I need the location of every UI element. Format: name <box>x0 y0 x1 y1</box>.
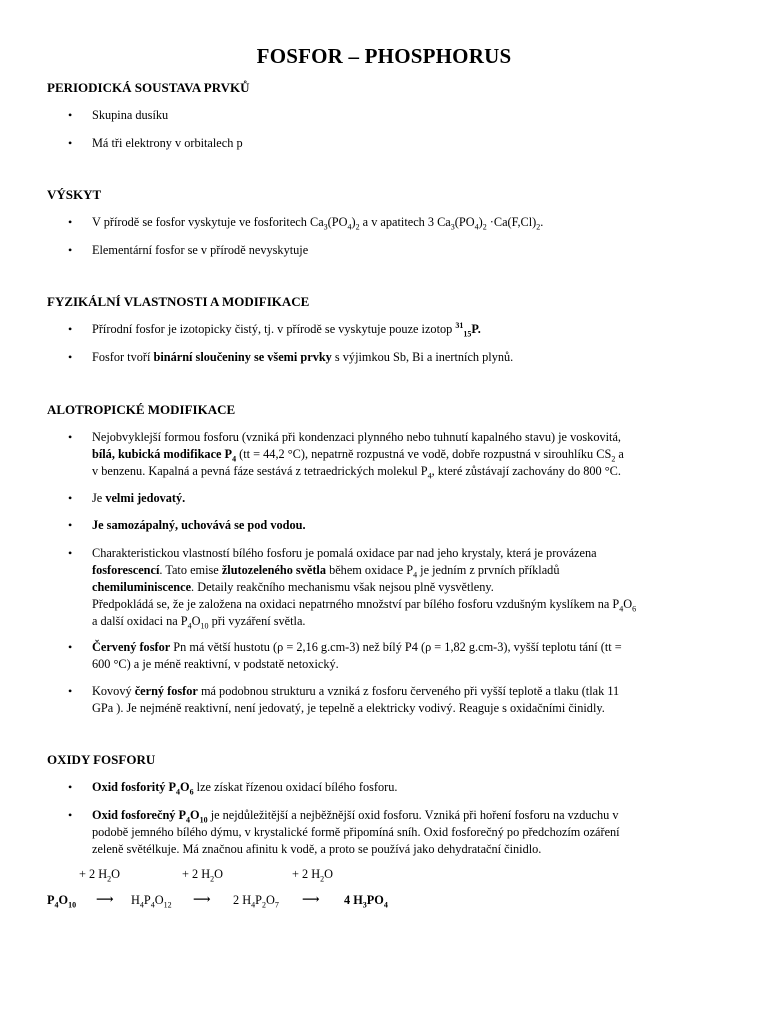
bullet-icon: • <box>68 491 73 505</box>
bullet-icon: • <box>68 518 73 532</box>
formula-p4o10: $P_4O_{10}$ <box>47 893 77 910</box>
formula-h4p2o7: 2 $H_4P_2O_7$ <box>233 893 279 910</box>
bullet-icon: • <box>68 640 73 654</box>
bullet-icon: • <box>68 322 73 336</box>
bullet-icon: • <box>68 546 73 560</box>
list-item: Je samozápalný, uchovává se pod vodou. <box>92 518 306 532</box>
bullet-icon: • <box>68 215 73 229</box>
bullet-icon: • <box>68 136 73 150</box>
list-item: Skupina dusíku <box>92 108 169 122</box>
list-item: Je velmi jedovatý. <box>92 491 186 505</box>
document-title: FOSFOR – PHOSPHORUS <box>256 44 512 68</box>
list-item: Oxid fosforitý $P_4O_6$ lze získat řízenou oxidací bílého fosforu. <box>92 780 398 797</box>
section-heading-physical: FYZIKÁLNÍ VLASTNOSTI A MODIFIKACE <box>47 294 310 309</box>
reaction-arrow-icon: ⟶ <box>302 892 320 906</box>
bullet-icon: • <box>68 243 73 257</box>
list-item: Kovový černý fosfor má podobnou strukturu a vzniká z fosforu červeného při vyšší teplotě a tlaku (tlak 11 GPa ). Je nejméně reaktivní, není jedovatý, je tepelně a elektricky vodivý. Reaguje s oxidačními činidly. <box>92 684 620 715</box>
formula-h3po4: 4 $H_3PO_4$ <box>344 893 388 910</box>
section-heading-allotropes: ALOTROPICKÉ MODIFIKACE <box>47 402 236 417</box>
formula-h4p4o12: $H_4P_4O_{12}$ <box>131 893 172 910</box>
reagent-water: + 2 $H_2O$ <box>182 867 224 884</box>
list-item: Přírodní fosfor je izotopicky čistý, tj. v přírodě se vyskytuje pouze izotop $^{31}_{15}$P. <box>92 320 481 339</box>
list-item: Oxid fosforečný $P_4O_{10}$ je nejdůležitější a nejběžnější oxid fosforu. Vzniká při hoření fosforu na vzduchu v podobě jemného bílého dýmu, v krystalické formě připomíná sníh. Oxid fosforečný po předchozím ozáření zeleně světélkuje. Má značnou afinitu k vodě, a proto se používá jako dehydratační činidlo. <box>92 808 620 856</box>
bullet-icon: • <box>68 430 73 444</box>
section-heading-oxides: OXIDY FOSFORU <box>47 752 156 767</box>
reagent-water: + 2 $H_2O$ <box>79 867 121 884</box>
list-item: V přírodě se fosfor vyskytuje ve fosforitech $Ca_3(PO_4)_2$ a v apatitech 3 $Ca_3(PO_4)_2 \cdot Ca(F,Cl)_2$. <box>92 215 544 232</box>
list-item: Má tři elektrony v orbitalech p <box>92 136 243 150</box>
list-item: Nejobvyklejší formou fosforu (vzniká při kondenzaci plynného nebo tuhnutí kapalného stavu) je voskovitá, bílá, kubická modifikace $P_4$ (tt = 44,2 °C), nepatrně rozpustná ve vodě, dobře rozpustná v sirouhlíku $CS_2$ a v benzenu. Kapalná a pevná fáze sestává z tetraedrických molekul $P_4$, které zůstávají zachovány do 800 °C. <box>92 430 624 481</box>
bullet-icon: • <box>68 684 73 698</box>
section-heading-periodic: PERIODICKÁ SOUSTAVA PRVKŮ <box>47 80 250 95</box>
bullet-icon: • <box>68 350 73 364</box>
reagent-water: + 2 $H_2O$ <box>292 867 334 884</box>
bullet-icon: • <box>68 808 73 822</box>
reaction-arrow-icon: ⟶ <box>96 892 114 906</box>
bullet-icon: • <box>68 780 73 794</box>
list-item: Červený fosfor Pn má větší hustotu (ρ = 2,16 g.cm-3) než bílý P4 (ρ = 1,82 g.cm-3), vyšší teplotu tání (tt = 600 °C) a je méně reaktivní, v podstatě netoxický. <box>92 640 622 671</box>
list-item: Elementární fosfor se v přírodě nevyskytuje <box>92 243 309 257</box>
section-heading-occurrence: VÝSKYT <box>47 187 102 202</box>
list-item: Fosfor tvoří binární sloučeniny se všemi prvky s výjimkou Sb, Bi a inertních plynů. <box>92 350 514 364</box>
reaction-arrow-icon: ⟶ <box>193 892 211 906</box>
bullet-icon: • <box>68 108 73 122</box>
list-item: Charakteristickou vlastností bílého fosforu je pomalá oxidace par nad jeho krystaly, která je provázena fosforescencí. Tato emise žlutozeleného světla během oxidace $P_4$ je jedním z prvních příkladů chemiluminiscence. Detaily reakčního mechanismu však nejsou plně vysvětleny. Předpokládá se, že je založena na oxidaci nepatrného množství par bílého fosforu vzdušným kyslíkem na $P_4O_6$ a další oxidaci na $P_4O_{10}$ při vyzáření světla. <box>92 546 637 631</box>
